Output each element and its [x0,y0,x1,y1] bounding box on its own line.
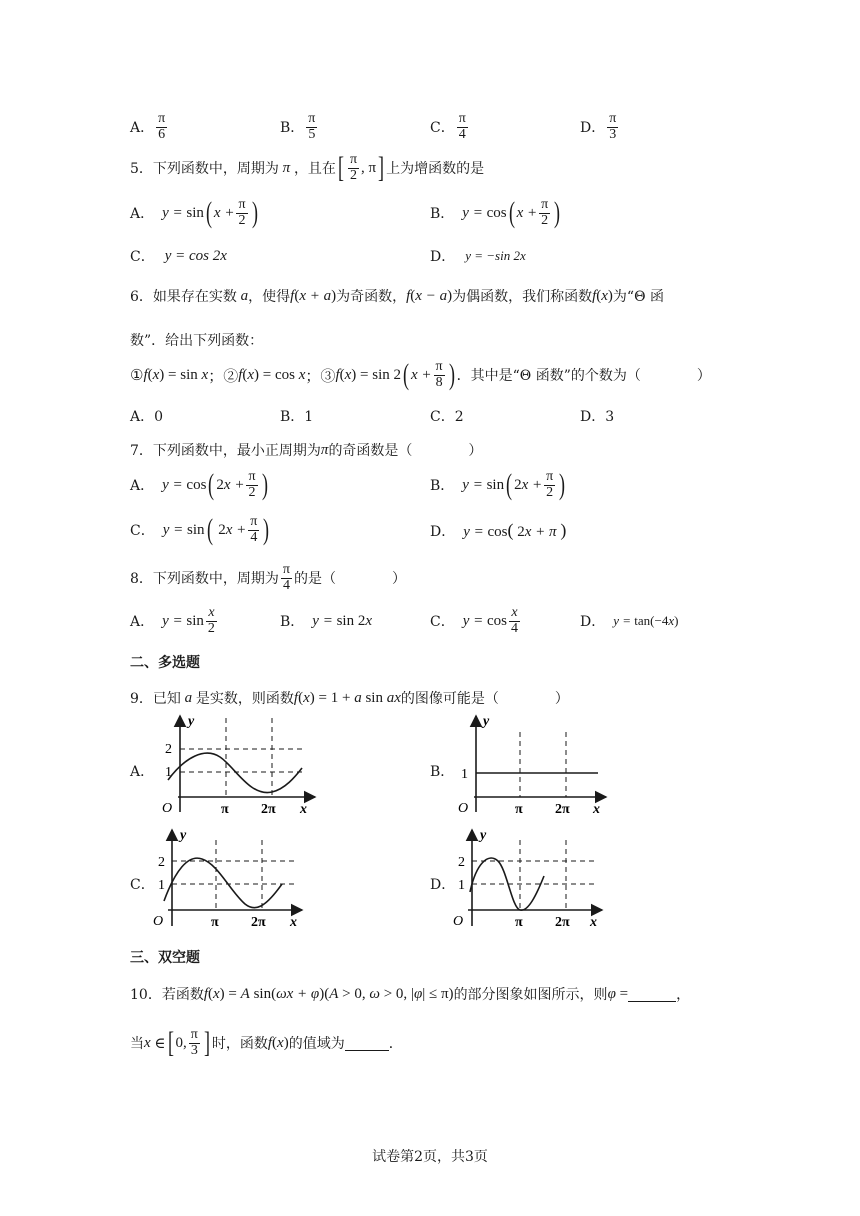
x-axis-label: x [593,802,600,817]
x-axis-label: x [290,915,297,930]
q9-graph-a[interactable] [150,712,320,822]
q8-option-b[interactable]: B． y = sin 2x [280,612,373,631]
tick-label-2pi: 2π [555,915,570,930]
page-footer: 试卷第2页，共3页 [372,1149,488,1165]
q9-graph-b[interactable] [450,712,620,822]
tick-label-2: 2 [458,855,465,870]
q5-stem: 5．下列函数中，周期为 π ，且在 [ $\frac{\pi}{2}$ , π ] 上为增函数的是 [130,151,485,185]
origin-label: O [153,914,164,929]
q4-options [130,112,620,142]
q10-stem-line1: 10．若函数 f(x) = A sin(ωx + φ)(A > 0, ω > 0, |φ| ≤ π) 的部分图象如图所示，则 φ = ， [130,985,691,1003]
q5-option-b[interactable]: B． y = cos ( x + $\frac{\pi}{2}$ ) [430,196,561,230]
q6-options [130,406,614,426]
q9-graph-c[interactable] [150,826,310,936]
q9-label-c[interactable]: C． [130,877,155,893]
tick-label-pi: π [211,915,219,930]
x-axis-label: x [300,802,307,817]
tick-label-2pi: 2π [555,802,570,817]
q8-option-d[interactable]: D． y = tan(−4x) [580,613,679,631]
q5-option-a[interactable]: A． y = sin ( x + $\frac{\pi}{2}$ ) [130,196,258,230]
q7-option-a[interactable]: A． y = cos ( 2 x + $\frac{\pi}{2}$ ) [130,468,268,502]
q9-graph-d[interactable] [450,826,610,936]
q8-stem: 8．下列函数中，周期为 $\frac{\pi}{4}$ 的是（ ） [130,562,406,593]
q8-option-c[interactable]: C． y = cos $\frac{x}{4}$ [430,605,518,636]
q4-option-d[interactable]: D． $\frac{\pi}{3}$ [580,111,617,142]
curve [164,858,282,908]
tick-label-1: 1 [165,765,172,780]
tick-label-2pi: 2π [261,802,276,817]
y-axis-label: y [188,714,195,729]
q10-stem-line2: 当 x ∈ [ 0, $\frac{\pi}{3}$ ] 时，函数 f(x) 的值域为 ． [130,1026,403,1060]
tick-label-pi: π [221,802,229,817]
q10-blank-2[interactable] [345,1036,389,1051]
q7-stem: 7．下列函数中，最小正周期为 π 的奇函数是（ ） [130,441,483,459]
q7-option-d[interactable]: D． y = cos( 2x + π ) [430,520,567,540]
tick-label-1: 1 [158,878,165,893]
q4-option-b[interactable]: B． $\frac{\pi}{5}$ [280,111,316,142]
q6-stem-line3: ① f ( x ) = sin x ；② f ( x ) = cos x ；③ f ( x ) = sin 2 ( x + $\frac{\pi}{8}$ ) ．其中是“Θ 函数”的个数为（ ） [130,358,711,392]
y-axis-label: y [483,714,490,729]
origin-label: O [453,914,464,929]
q5-option-c[interactable]: C． y = cos 2x [130,247,227,265]
q9-stem: 9．已知 a 是实数，则函数 f(x) = 1 + a sin ax 的图像可能是（ ） [130,689,569,707]
q5-option-d[interactable]: D． y = −sin 2x [430,248,526,265]
q4-option-a[interactable]: A． $\frac{\pi}{6}$ [130,111,166,142]
y-axis-label: y [180,828,187,843]
q6-option-c[interactable]: C．2 [430,409,464,425]
curve [168,753,302,792]
q4-option-c[interactable]: C． $\frac{\pi}{4}$ [430,111,466,142]
q8-option-a[interactable]: A． y = sin $\frac{x}{2}$ [130,605,215,636]
q10-blank-1[interactable] [628,987,676,1002]
section-heading-double-blank: 三、双空题 [130,950,200,966]
tick-label-pi: π [515,802,523,817]
x-axis-label: x [590,915,597,930]
q7-option-c[interactable]: C． y = sin ( 2 x + $\frac{\pi}{4}$ ) [130,513,270,547]
tick-label-2: 2 [158,855,165,870]
tick-label-2pi: 2π [251,915,266,930]
origin-label: O [162,801,173,816]
q9-label-b[interactable]: B． [430,764,455,780]
y-axis-label: y [480,828,487,843]
q6-option-a[interactable]: A．0 [130,409,164,425]
q6-option-b[interactable]: B．1 [280,409,314,425]
tick-label-1: 1 [461,767,468,782]
q7-option-b[interactable]: B． y = sin ( 2 x + $\frac{\pi}{2}$ ) [430,468,566,502]
tick-label-1: 1 [458,878,465,893]
origin-label: O [458,801,469,816]
q6-stem-line1: 6．如果存在实数 a ，使得 f(x + a) 为奇函数， f(x − a) 为偶函数，我们称函数 f(x) 为“Θ 函 [130,287,665,305]
q9-label-d[interactable]: D． [430,877,456,893]
tick-label-2: 2 [165,742,172,757]
q8-options [130,606,678,636]
q6-option-d[interactable]: D．3 [580,409,615,425]
q6-stem-line2: 数”．给出下列函数： [130,333,264,349]
section-heading-multiple-choice: 二、多选题 [130,655,200,671]
tick-label-pi: π [515,915,523,930]
q9-label-a[interactable]: A． [130,764,155,780]
